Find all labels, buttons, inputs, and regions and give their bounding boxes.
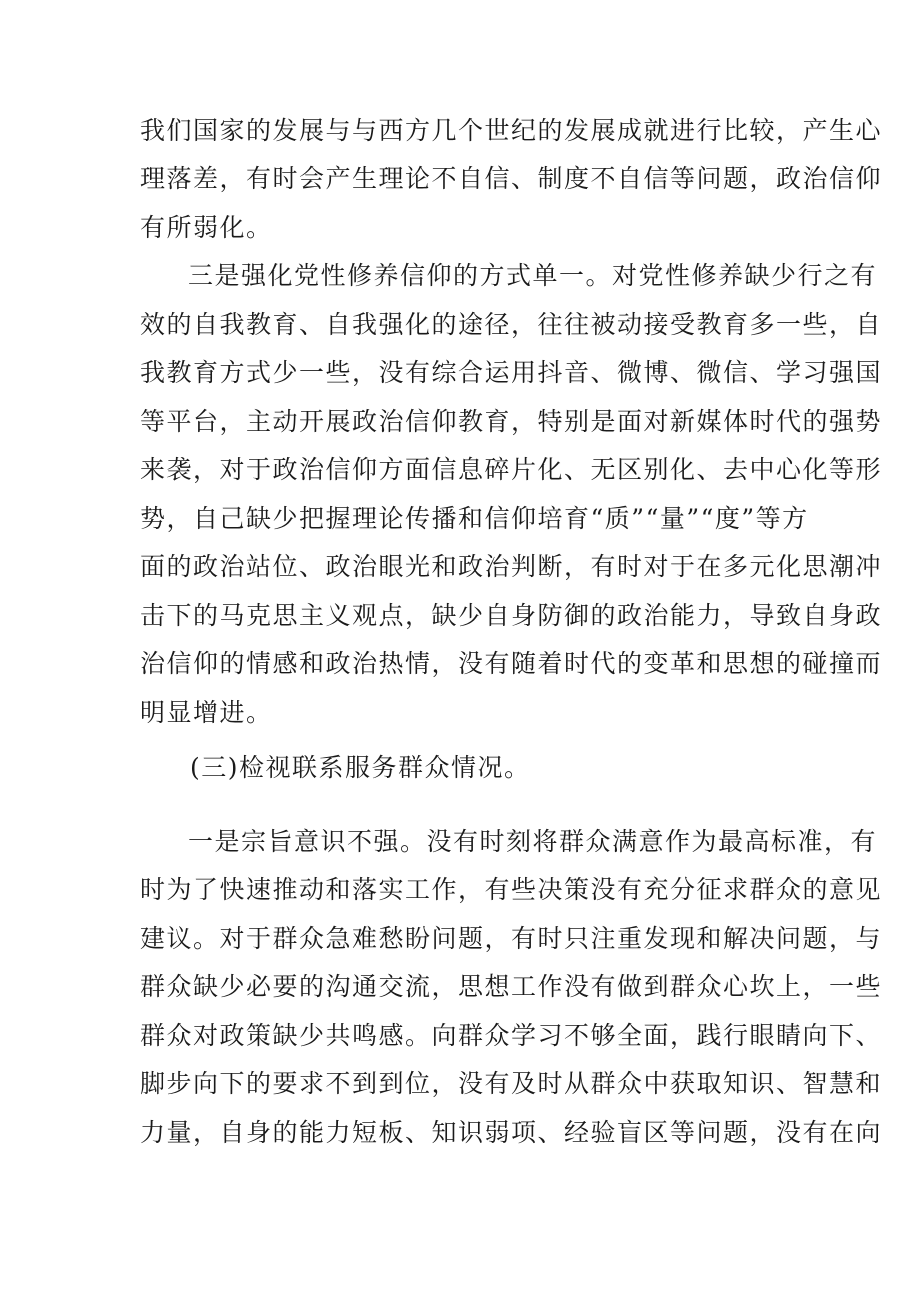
paragraph-line: 我教育方式少一些，没有综合运用抖音、微博、微信、学习强国 [140,358,883,387]
paragraph-line: 势，自己缺少把握理论传播和信仰培育“质”“量”“度”等方 [140,504,809,533]
paragraph-line: 有所弱化。 [140,213,273,242]
paragraph-line: 击下的马克思主义观点，缺少自身防御的政治能力，导致自身政 [140,601,883,630]
paragraph-line: 等平台，主动开展政治信仰教育，特别是面对新媒体时代的强势 [140,407,883,436]
paragraph-line: 群众对政策缺少共鸣感。向群众学习不够全面，践行眼睛向下、 [140,1021,883,1050]
paragraph-line: 效的自我教育、自我强化的途径，往往被动接受教育多一些，自 [140,310,883,339]
paragraph-line: 时为了快速推动和落实工作，有些决策没有充分征求群众的意见 [140,875,883,904]
paragraph-line: 我们国家的发展与与西方几个世纪的发展成就进行比较，产生心 [140,116,883,145]
paragraph-line: 脚步向下的要求不到到位，没有及时从群众中获取知识、智慧和 [140,1069,883,1098]
paragraph-line: 三是强化党性修养信仰的方式单一。对党性修养缺少行之有 [188,261,878,290]
paragraph-line: 治信仰的情感和政治热情，没有随着时代的变革和思想的碰撞而 [140,649,883,678]
paragraph-line: 来袭，对于政治信仰方面信息碎片化、无区别化、去中心化等形 [140,455,883,484]
section-heading: (三)检视联系服务群众情况。 [190,753,531,782]
paragraph-line: 力量，自身的能力短板、知识弱项、经验盲区等问题，没有在向 [140,1118,883,1147]
paragraph-line: 明显增进。 [140,698,273,727]
paragraph-line: 理落差，有时会产生理论不自信、制度不自信等问题，政治信仰 [140,164,883,193]
paragraph-line: 面的政治站位、政治眼光和政治判断，有时对于在多元化思潮冲 [140,552,883,581]
paragraph-line: 群众缺少必要的沟通交流，思想工作没有做到群众心坎上，一些 [140,972,883,1001]
paragraph-line: 建议。对于群众急难愁盼问题，有时只注重发现和解决问题，与 [140,924,883,953]
paragraph-line: 一是宗旨意识不强。没有时刻将群众满意作为最高标准，有 [188,827,878,856]
